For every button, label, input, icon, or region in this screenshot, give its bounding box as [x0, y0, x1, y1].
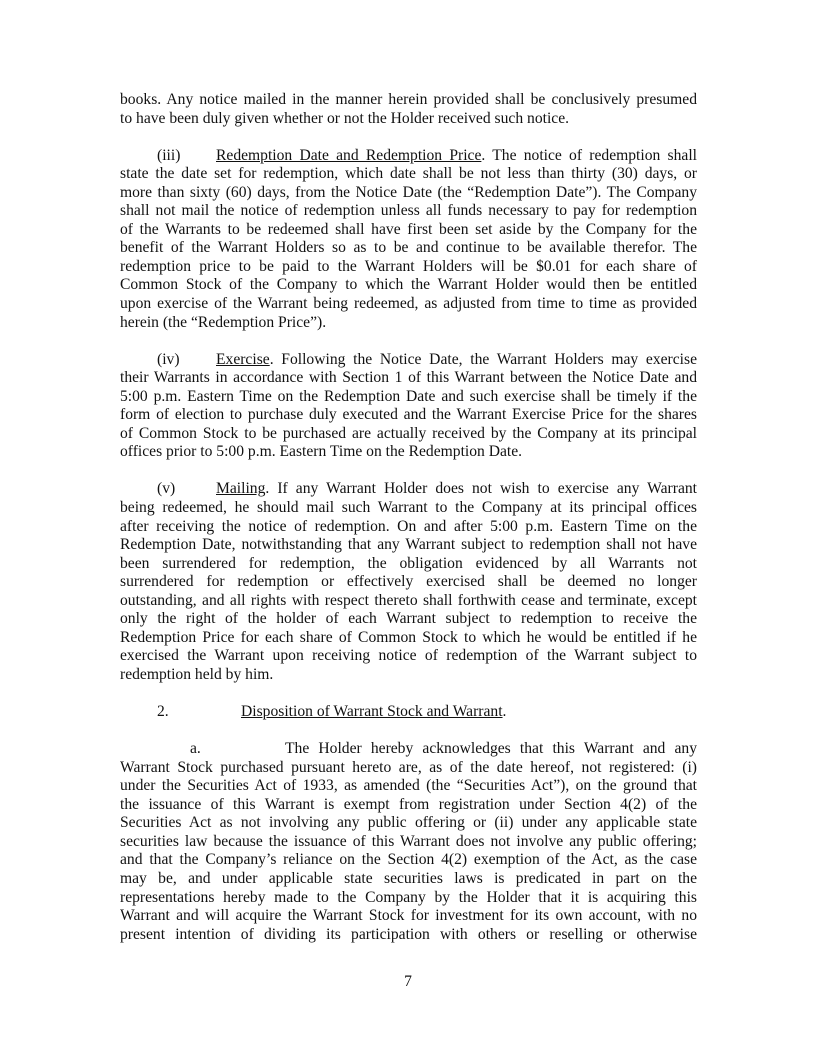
text-line: of the Warrants to be redeemed shall have first been set aside by the Company for the [120, 220, 697, 238]
first-line [120, 351, 697, 370]
paragraph-a [120, 740, 697, 944]
text-line: herein (the “Redemption Price”). [120, 313, 327, 331]
text-line: redemption price to be paid to the Warrant Holders will be $0.01 for each share of [120, 257, 697, 275]
text-line: their Warrants in accordance with Section 1 of this Warrant between the Notice Date and [120, 369, 697, 387]
text-line: representations hereby made to the Company by the Holder that it is acquiring this [120, 888, 697, 906]
text-line: outstanding, and all rights with respect thereto shall forthwith cease and terminate, except [120, 591, 697, 609]
text-line: securities law because the issuance of this Warrant does not involve any public offering; [120, 832, 697, 850]
first-line-rest: The Holder hereby acknowledges that this Warrant and any [285, 740, 697, 758]
paragraph-title: Exercise [216, 350, 270, 368]
first-line-text [216, 351, 697, 370]
text-line: books. Any notice mailed in the manner herein provided shall be conclusively presumed [120, 91, 697, 108]
text-line: Redemption Date, notwithstanding that any Warrant subject to redemption shall not have [120, 536, 697, 554]
text-line: Securities Act as not involving any public offering or (ii) under any applicable state [120, 814, 697, 832]
text-line: redemption held by him. [120, 665, 274, 683]
text-line: 5:00 p.m. Eastern Time on the Redemption Date and such exercise shall be timely if the [120, 387, 697, 405]
text-line: under the Securities Act of 1933, as amended (the “Securities Act”), on the ground that [120, 777, 697, 795]
paragraph-label: a. [190, 740, 201, 758]
paragraph-exercise [120, 351, 697, 462]
text-line: of Common Stock to be purchased are actually received by the Company at its principal [120, 424, 697, 442]
text-line: more than sixty (60) days, from the Notice Date (the “Redemption Date”). The Company [120, 183, 697, 201]
text-line: surrendered for redemption or effectively exercised shall be deemed no longer [120, 573, 697, 591]
first-line [120, 480, 697, 499]
text-line: benefit of the Warrant Holders so as to be and continue to be available therefor. The [120, 239, 697, 257]
section-2-heading [120, 703, 697, 722]
section-title-end: . [502, 703, 507, 721]
paragraph-label: (iii) [157, 146, 181, 164]
text-line: after receiving the notice of redemption. On and after 5:00 p.m. Eastern Time on the [120, 517, 697, 535]
text-line: only the right of the holder of each Warrant subject to redemption to receive the [120, 610, 697, 628]
text-line: Common Stock of the Company to which the Warrant Holder would then be entitled [120, 276, 697, 294]
paragraph-mailing [120, 480, 697, 684]
paragraph-title: Mailing [216, 480, 266, 498]
text-line: offices prior to 5:00 p.m. Eastern Time on the Redemption Date. [120, 443, 523, 461]
paragraph-redemption-date [120, 147, 697, 332]
first-line-rest: . The notice of redemption shall [481, 146, 697, 164]
document-body [120, 91, 697, 944]
page-number: 7 [404, 973, 412, 990]
text-line: Redemption Price for each share of Common Stock to which he would be entitled if he [120, 628, 697, 646]
text-line: to have been duly given whether or not the Holder received such notice. [120, 109, 570, 127]
first-line-text [216, 147, 697, 166]
text-line: form of election to purchase duly executed and the Warrant Exercise Price for the shares [120, 406, 697, 424]
paragraph-label: (iv) [157, 350, 180, 368]
text-line: exercised the Warrant upon receiving notice of redemption of the Warrant subject to [120, 647, 697, 665]
text-line: being redeemed, he should mail such Warrant to the Company at its principal offices [120, 499, 697, 517]
first-line-text [285, 740, 697, 759]
text-line: present intention of dividing its participation with others or reselling or otherwise [120, 925, 697, 943]
first-line [120, 740, 697, 759]
text-line: the issuance of this Warrant is exempt from registration under Section 4(2) of the [120, 795, 697, 813]
text-line: Warrant Stock purchased pursuant hereto are, as of the date hereof, not registered: (i) [120, 758, 697, 776]
text-line: Warrant and will acquire the Warrant Stock for investment for its own account, with no [120, 907, 697, 925]
first-line [120, 147, 697, 166]
section-title: Disposition of Warrant Stock and Warrant [241, 703, 503, 721]
first-line-rest: . If any Warrant Holder does not wish to exercise any Warrant [265, 480, 697, 498]
text-line: state the date set for redemption, which date shall be not less than thirty (30) days, or [120, 165, 697, 183]
text-line: may be, and under applicable state securities laws is predicated in part on the [120, 869, 697, 887]
paragraph-title: Redemption Date and Redemption Price [216, 146, 482, 164]
text-line: upon exercise of the Warrant being redeemed, as adjusted from time to time as provided [120, 295, 697, 313]
section-number: 2. [157, 703, 169, 721]
paragraph-notice-continuation [120, 91, 697, 128]
text-line: been surrendered for redemption, the obligation evidenced by all Warrants not [120, 554, 697, 572]
paragraph-label: (v) [157, 480, 176, 498]
text-line: shall not mail the notice of redemption unless all funds necessary to pay for redemption [120, 202, 697, 220]
first-line-text [216, 480, 697, 499]
section-title-wrap [241, 703, 506, 722]
text-line: and that the Company’s reliance on the Section 4(2) exemption of the Act, as the case [120, 851, 697, 869]
first-line-rest: . Following the Notice Date, the Warrant Holders may exercise [269, 350, 697, 368]
